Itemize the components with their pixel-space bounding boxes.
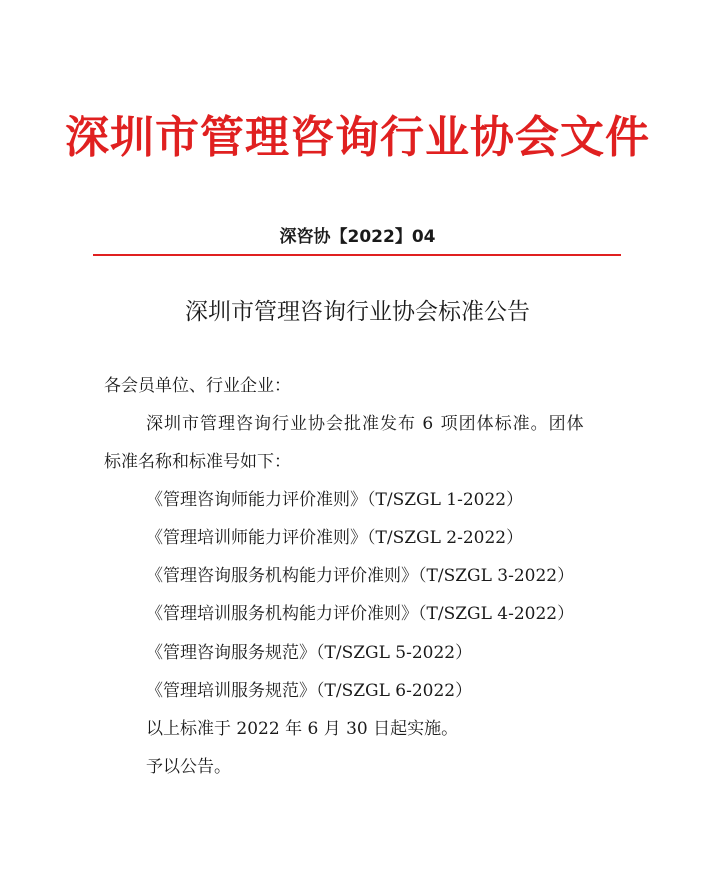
standard-item: 《管理咨询师能力评价准则》（T/SZGL 1-2022） (146, 490, 524, 510)
standard-item: 《管理培训服务机构能力评价准则》（T/SZGL 4-2022） (146, 604, 575, 624)
salutation: 各会员单位、行业企业： (104, 376, 291, 396)
standard-item: 《管理培训师能力评价准则》（T/SZGL 2-2022） (146, 528, 524, 548)
paragraph-line: 标准名称和标准号如下： (104, 452, 291, 472)
standard-item: 《管理咨询服务机构能力评价准则》（T/SZGL 3-2022） (146, 566, 575, 586)
closing-statement: 予以公告。 (146, 757, 231, 777)
standard-item: 《管理培训服务规范》（T/SZGL 6-2022） (146, 681, 473, 701)
standard-item: 《管理咨询服务规范》（T/SZGL 5-2022） (146, 643, 473, 663)
paragraph-line: 深圳市管理咨询行业协会批准发布 6 项团体标准。团体 (146, 414, 585, 434)
effective-date-statement: 以上标准于 2022 年 6 月 30 日起实施。 (146, 719, 459, 739)
header-divider (93, 254, 621, 256)
document-header-title: 深圳市管理咨询行业协会文件 (65, 112, 650, 163)
document-number: 深咨协【2022】04 (279, 227, 436, 247)
notice-title: 深圳市管理咨询行业协会标准公告 (185, 299, 530, 325)
